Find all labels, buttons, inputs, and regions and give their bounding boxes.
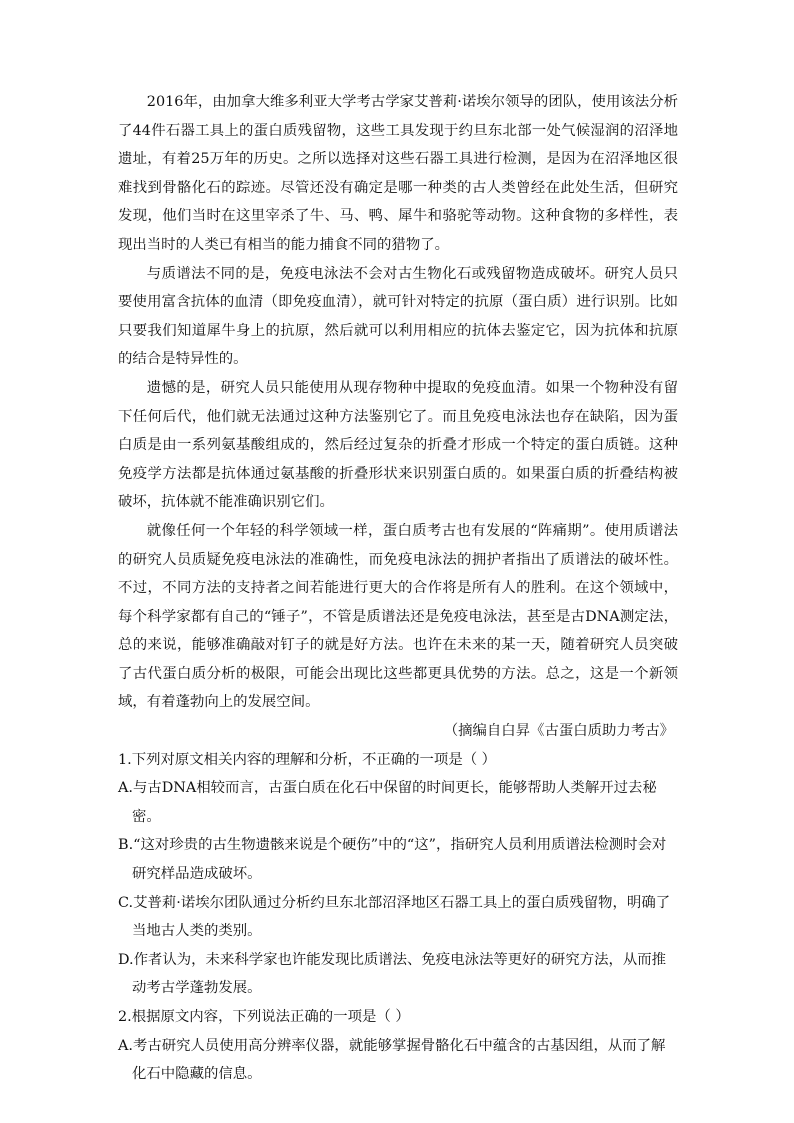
article-paragraph-4: 就像任何一个年轻的科学领域一样，蛋白质考古也有发展的“阵痛期”。使用质谱法的研究人员质疑免疫电泳法的准确性，而免疫电泳法的拥护者指出了质谱法的破坏性。不过，不同方法的支持者之间若能进行更大的合作将是所有人的胜利。在这个领域中，每个科学家都有自己的“锤子”，不管是质谱法还是免疫电泳法，甚至是古DNA测定法，总的来说，能够准确敲对钉子的就是好方法。也许在未来的某一天，随着研究人员突破了古代蛋白质分析的极限，可能会出现比这些都更具优势的方法。总之，这是一个新领域，有着蓬勃向上的发展空间。 [118, 522, 678, 711]
question-1-option-c: C.艾普莉·诺埃尔团队通过分析约旦东北部沼泽地区石器工具上的蛋白质残留物，明确了当地古人类的类别。 [118, 894, 671, 940]
question-1 [118, 746, 678, 1003]
question-1-option-b: B.“这对珍贵的古生物遗骸来说是个硬伤”中的“这”，指研究人员利用质谱法检测时会对研究样品造成破坏。 [118, 837, 667, 883]
article-paragraph-1: 2016年，由加拿大维多利亚大学考古学家艾普莉·诺埃尔领导的团队，使用该法分析了44件石器工具上的蛋白质残留物，这些工具发现于约旦东北部一处气候湿润的沼泽地遗址，有着25万年的历史。之所以选择对这些石器工具进行检测，是因为在沼泽地区很难找到骨骼化石的踪迹。尽管还没有确定是哪一种类的古人类曾经在此处生活，但研究发现，他们当时在这里宰杀了牛、马、鸭、犀牛和骆驼等动物。这种食物的多样性，表现出当时的人类已有相当的能力捕食不同的猎物了。 [118, 94, 678, 253]
article-paragraph-2: 与质谱法不同的是，免疫电泳法不会对古生物化石或残留物造成破坏。研究人员只要使用富含抗体的血清（即免疫血清），就可针对特定的抗原（蛋白质）进行识别。比如只要我们知道犀牛身上的抗原，然后就可以利用相应的抗体去鉴定它，因为抗体和抗原的结合是特异性的。 [118, 265, 678, 368]
article-source: （摘编自白昇《古蛋白质助力考古》 [443, 723, 674, 740]
question-1-stem: 1.下列对原文相关内容的理解和分析，不正确的一项是（ ） [118, 751, 497, 768]
document-page [118, 88, 678, 1089]
question-1-option-a: A.与古DNA相较而言，古蛋白质在化石中保留的时间更长，能够帮助人类解开过去秘密。 [118, 780, 657, 825]
article-paragraph-3: 遗憾的是，研究人员只能使用从现存物种中提取的免疫血清。如果一个物种没有留下任何后代，他们就无法通过这种方法鉴别它了。而且免疫电泳法也存在缺陷，因为蛋白质是由一系列氨基酸组成的，然后经过复杂的折叠才形成一个特定的蛋白质链。这种免疫学方法都是抗体通过氨基酸的折叠形状来识别蛋白质的。如果蛋白质的折叠结构被破坏，抗体就不能准确识别它们。 [118, 379, 678, 511]
question-1-option-d: D.作者认为，未来科学家也许能发现比质谱法、免疫电泳法等更好的研究方法，从而推动考古学蓬勃发展。 [118, 951, 667, 997]
question-2-option-a: A.考古研究人员使用高分辨率仪器，就能够掌握骨骼化石中蕴含的古基因组，从而了解化石中隐藏的信息。 [118, 1037, 666, 1083]
question-2-stem: 2.根据原文内容，下列说法正确的一项是（ ） [118, 1009, 410, 1025]
question-2 [118, 1003, 678, 1089]
